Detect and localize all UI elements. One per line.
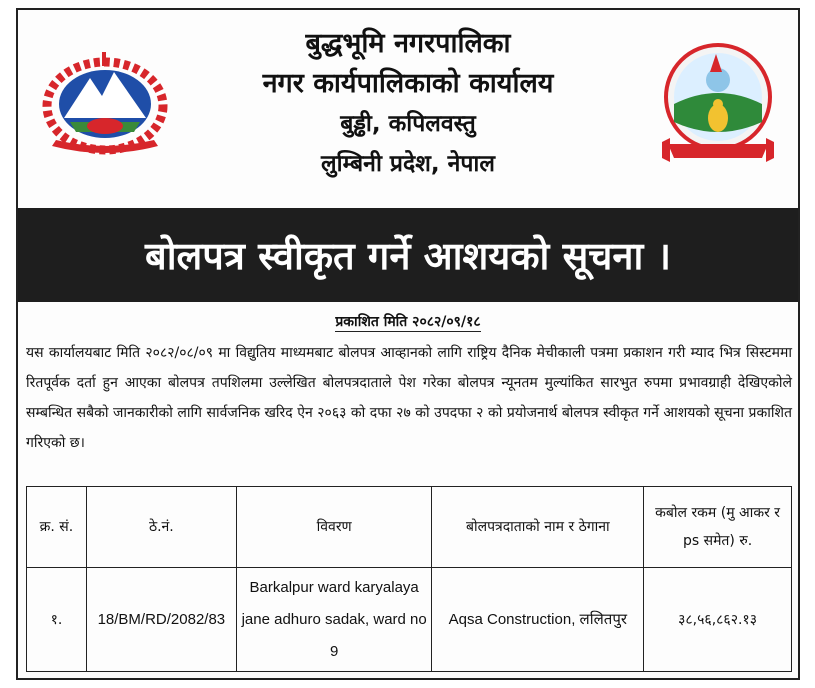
notice-title-banner xyxy=(18,208,798,302)
col-amount-header: कबोल रकम (मु आकर र ps समेत) रु. xyxy=(644,487,792,568)
office-name: नगर कार्यपालिकाको कार्यालय xyxy=(262,68,554,99)
province-country: लुम्बिनी प्रदेश, नेपाल xyxy=(321,151,495,177)
municipality-name: बुद्धभूमि नगरपालिका xyxy=(305,28,511,59)
cell-contract-no: 18/BM/RD/2082/83 xyxy=(86,568,236,672)
notice-document xyxy=(16,8,800,680)
published-date-text: प्रकाशित मिति २०८२/०९/१८ xyxy=(335,314,481,330)
office-location: बुड्ढी, कपिलवस्तु xyxy=(340,111,476,137)
col-serial-header: क्र. सं. xyxy=(27,487,87,568)
cell-amount: ३८,५६,८६२.१३ xyxy=(644,568,792,672)
notice-header xyxy=(18,10,798,202)
col-contract-no-header: ठे.नं. xyxy=(86,487,236,568)
table-header-row xyxy=(27,487,792,568)
col-bidder-header: बोलपत्रदाताको नाम र ठेगाना xyxy=(432,487,644,568)
published-date xyxy=(18,312,798,331)
col-description-header: विवरण xyxy=(236,487,432,568)
cell-bidder: Aqsa Construction, ललितपुर xyxy=(432,568,644,672)
office-heading xyxy=(188,24,628,184)
table-row xyxy=(27,568,792,672)
nepal-government-emblem xyxy=(40,48,170,158)
buddhabhumi-municipality-logo xyxy=(658,42,778,167)
notice-title: बोलपत्र स्वीकृत गर्ने आशयको सूचना । xyxy=(145,234,671,278)
notice-body-text: यस कार्यालयबाट मिति २०८२/०८/०९ मा विद्युतिय माध्यमबाट बोलपत्र आव्हानको लागि राष्ट्रिय दैनिक मेचीकाली पत्रमा प्रकाशन गरी म्याद भित्र सिस्टममा रितपूर्वक दर्ता हुन आएका बोलपत्र तपशिलमा उल्लेखित बोलपत्रदाताले पेश गरेका बोलपत्र न्यूनतम मुल्यांकित सारभुत रुपमा प्रभावग्राही देखिएकोले सम्बन्धित सबैको जानकारीको लागि सार्वजनिक खरिद ऐन २०६३ को दफा २७ को उपदफा २ को प्रयोजनार्थ बोलपत्र स्वीकृत गर्ने आशयको सूचना प्रकाशित गरिएको छ। xyxy=(26,345,792,451)
cell-description: Barkalpur ward karyalaya jane adhuro sadak, ward no 9 xyxy=(236,568,432,672)
tender-table xyxy=(26,486,792,672)
cell-serial: १. xyxy=(27,568,87,672)
